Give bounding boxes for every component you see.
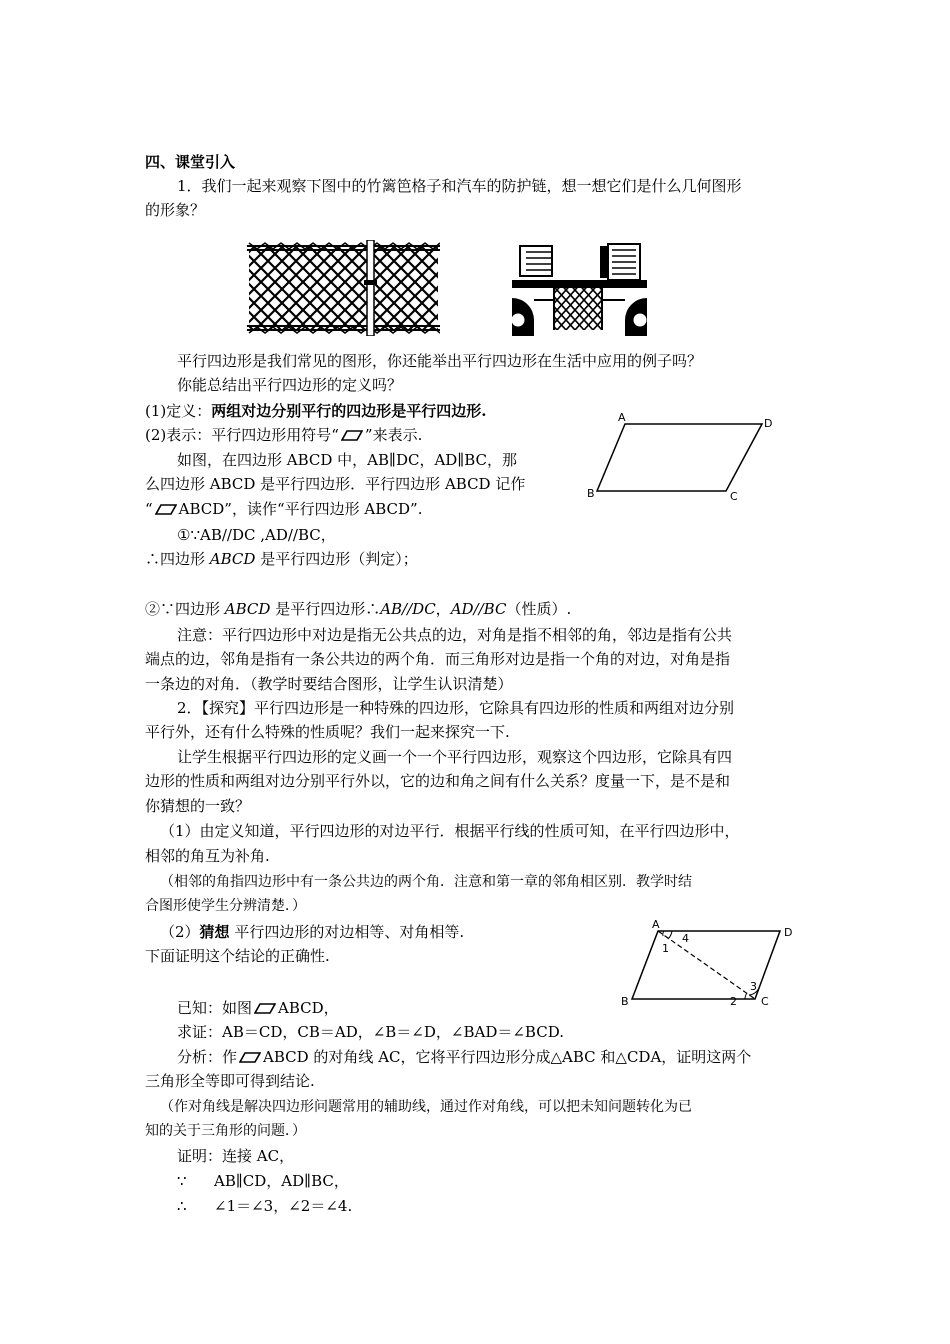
example-line-3 <box>145 498 423 520</box>
notation-prefix: (2)表示：平行四边形用符号“ <box>145 426 339 444</box>
property-line <box>145 598 571 620</box>
fig1-label-d: D <box>764 417 773 430</box>
proof-line-3: ∠1＝∠3，∠2＝∠4. <box>214 1197 353 1215</box>
property2-text-a: （2） <box>160 923 200 941</box>
example-notation-text: ABCD”，读作“平行四边形 ABCD”. <box>178 500 423 518</box>
fig2-label-c: C <box>761 995 769 1007</box>
parallelogram-symbol-icon <box>341 430 363 441</box>
section-title: 四、课堂引入 <box>145 153 236 171</box>
analysis-line-1 <box>177 1046 751 1068</box>
fig2-angle-4: 4 <box>682 932 689 945</box>
notation-suffix: ”来表示. <box>364 426 423 444</box>
explore-line-1: 2．【探究】平行四边形是一种特殊的四边形，它除具有四边形的性质和两组对边分别 <box>177 699 735 717</box>
definition-line <box>145 400 486 422</box>
property1-note-line-2: 合图形使学生分辨清楚．） <box>145 898 306 914</box>
property-text-b: 是平行四边形∴ <box>270 600 381 618</box>
judge-line-1: ①∵AB//DC ,AD//BC， <box>177 526 336 544</box>
fig2-label-b: B <box>621 995 629 1007</box>
example-line-2: 么四边形 ABCD 是平行四边形．平行四边形 ABCD 记作 <box>145 475 526 493</box>
fig1-label-b: B <box>587 487 595 500</box>
property-italic-1: ABCD <box>224 600 271 618</box>
note-line-1: 注意：平行四边形中对边是指无公共点的边，对角是指不相邻的角，邻边是指有公共 <box>177 626 733 644</box>
fig1-label-a: A <box>618 411 626 424</box>
property-text-c: ， <box>435 600 451 618</box>
parallelogram-symbol-icon <box>254 1003 276 1014</box>
fig2-label-a: A <box>652 918 660 931</box>
property-text-a: ②∵四边形 <box>145 600 225 618</box>
example-line-1: 如图，在四边形 ABCD 中，AB∥DC，AD∥BC，那 <box>177 451 518 469</box>
property-text-d: （性质）. <box>506 600 572 618</box>
parallelogram-figure-1 <box>580 410 780 502</box>
question-1: 平行四边形是我们常见的图形，你还能举出平行四边形在生活中应用的例子吗？ <box>177 352 703 370</box>
judge-text-b: 是平行四边形（判定）； <box>255 550 418 568</box>
analysis-line-2: 三角形全等即可得到结论. <box>145 1072 315 1090</box>
parallelogram-symbol-icon <box>155 504 177 515</box>
proof-because-symbol: ∵ <box>177 1172 187 1190</box>
draw-line-2: 边形的性质和两组对边分别平行外以，它的边和角之间有什么关系？度量一下，是不是和 <box>145 772 731 790</box>
parallelogram-symbol-icon <box>239 1052 261 1063</box>
analysis-note-line-1: （作对角线是解决四边形问题常用的辅助线，通过作对角线，可以把未知问题转化为已 <box>160 1099 692 1115</box>
prove-line: 求证：AB＝CD，CB＝AD，∠B＝∠D，∠BAD＝∠BCD. <box>177 1023 564 1041</box>
proof-line-2: AB∥CD，AD∥BC， <box>214 1172 349 1190</box>
proof-therefore-symbol: ∴ <box>177 1197 187 1215</box>
property-italic-2: AB//DC <box>380 600 436 618</box>
known-line <box>177 997 339 1019</box>
car-chain-image <box>512 240 647 336</box>
known-text-b: ABCD， <box>278 999 339 1017</box>
known-text-a: 已知：如图 <box>177 999 253 1017</box>
analysis-text-b: ABCD 的对角线 AC，它将平行四边形分成△ABC 和△CDA，证明这两个 <box>263 1048 752 1066</box>
judge-text-italic: ABCD <box>209 550 256 568</box>
example-quote-open: “ <box>145 500 153 518</box>
property-italic-3: AD//BC <box>450 600 507 618</box>
intro-line-1: 1．我们一起来观察下图中的竹篱笆格子和汽车的防护链，想一想它们是什么几何图形 <box>177 177 742 195</box>
property1-line-2: 相邻的角互为补角. <box>145 847 270 865</box>
intro-line-2: 的形象？ <box>145 201 206 219</box>
note-line-3: 一条边的对角．（教学时要结合图形，让学生认识清楚） <box>145 675 513 693</box>
property2-next-line: 下面证明这个结论的正确性. <box>145 947 330 965</box>
property1-line-1: （1）由定义知道，平行四边形的对边平行．根据平行线的性质可知，在平行四边形中， <box>160 822 740 840</box>
fig2-angle-2: 2 <box>730 995 737 1007</box>
fig2-angle-3: 3 <box>750 980 757 993</box>
definition-text: 两组对边分别平行的四边形是平行四边形. <box>211 402 487 420</box>
property1-note-line-1: （相邻的角指四边形中有一条公共边的两个角．注意和第一章的邻角相区别．教学时结 <box>160 874 692 890</box>
parallelogram-figure-2 <box>618 915 803 1007</box>
proof-line-1: 证明：连接 AC， <box>177 1147 295 1165</box>
question-2: 你能总结出平行四边形的定义吗？ <box>177 376 403 394</box>
judge-line-2 <box>145 548 418 570</box>
explore-line-2: 平行外，还有什么特殊的性质呢？我们一起来探究一下. <box>145 723 510 741</box>
analysis-note-line-2: 知的关于三角形的问题．） <box>145 1123 306 1139</box>
bamboo-fence-image <box>247 240 440 336</box>
property2-text-c: 平行四边形的对边相等、对角相等. <box>229 923 465 941</box>
draw-line-1: 让学生根据平行四边形的定义画一个一个平行四边形，观察这个四边形，它除具有四 <box>177 748 733 766</box>
property2-conjecture: 猜想 <box>199 923 230 941</box>
fig2-angle-1: 1 <box>662 942 669 955</box>
judge-text-a: ∴四边形 <box>145 550 210 568</box>
analysis-text-a: 分析：作 <box>177 1048 238 1066</box>
fig1-label-c: C <box>730 490 738 502</box>
fig2-label-d: D <box>784 926 793 939</box>
draw-line-3: 你猜想的一致？ <box>145 797 251 815</box>
property2-line <box>160 921 464 943</box>
note-line-2: 端点的边，邻角是指有一条公共边的两个角．而三角形对边是指一个角的对边，对角是指 <box>145 650 731 668</box>
definition-prefix: (1)定义： <box>145 402 212 420</box>
notation-line <box>145 424 422 446</box>
